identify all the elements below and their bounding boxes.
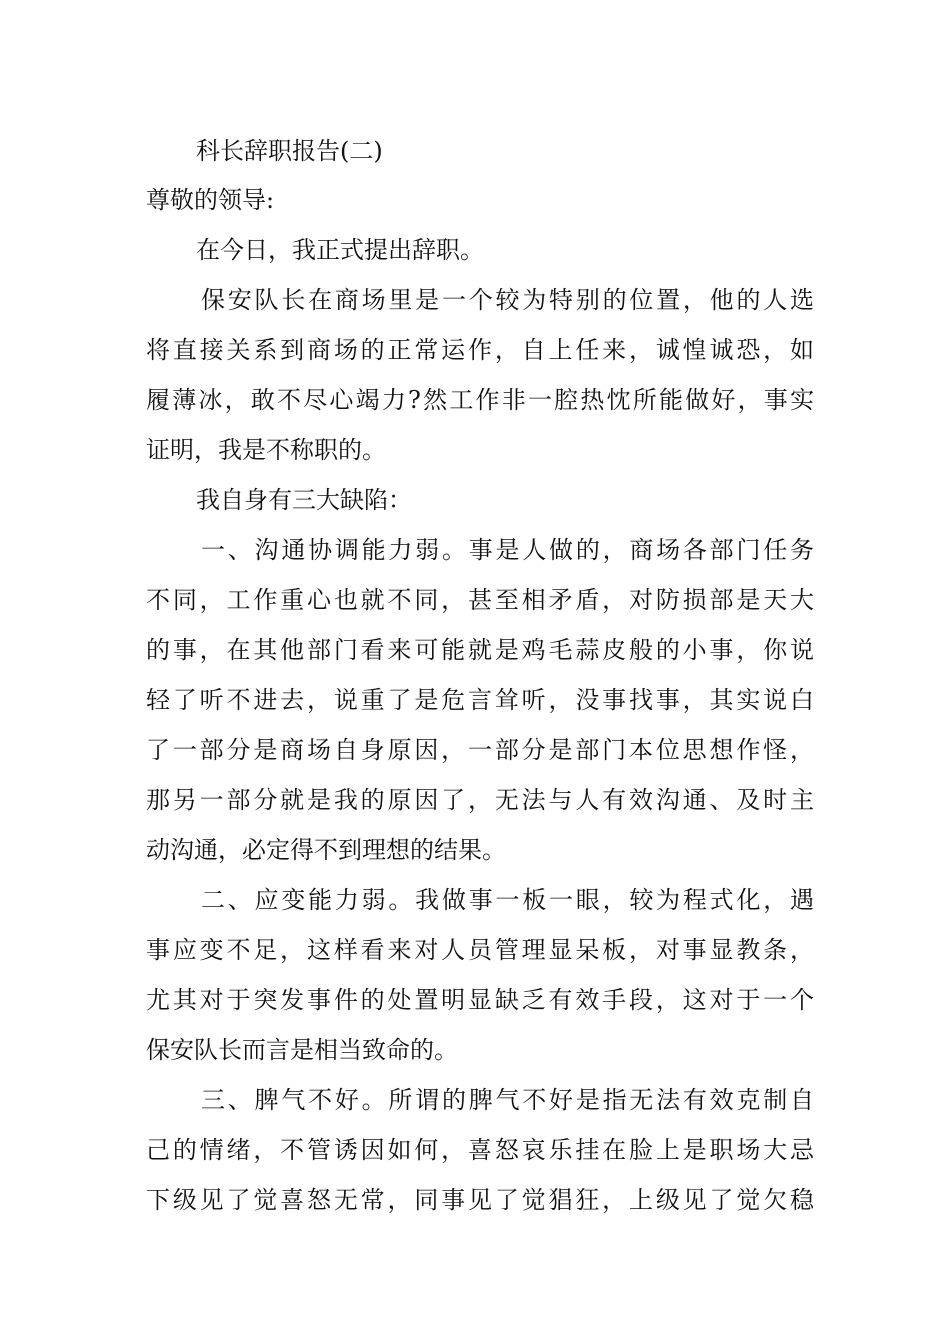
text-line: 尤其对于突发事件的处置明显缺乏有效手段，这对于一个 [146,986,814,1014]
text-line: 不同，工作重心也就不同，甚至相矛盾，对防损部是天大 [146,586,814,614]
text-line: 三、脾气不好。所谓的脾气不好是指无法有效克制自 [201,1086,814,1114]
text-line: 保安队长而言是相当致命的。 [146,1036,458,1064]
salutation: 尊敬的领导: [146,186,275,214]
text-line: 履薄冰，敢不尽心竭力?然工作非一腔热忱所能做好，事实 [146,386,814,414]
text-line: 一、沟通协调能力弱。事是人做的，商场各部门任务 [201,536,814,564]
text-line: 将直接关系到商场的正常运作，自上任来，诚惶诚恐，如 [146,336,814,364]
document-title: 科长辞职报告(二) [196,137,383,165]
text-line: 了一部分是商场自身原因，一部分是部门本位思想作怪， [146,736,814,764]
text-line: 事应变不足，这样看来对人员管理显呆板，对事显教条， [146,936,814,964]
text-line: 二、应变能力弱。我做事一板一眼，较为程式化，遇 [201,886,814,914]
text-line: 我自身有三大缺陷： [196,486,412,514]
text-line: 证明，我是不称职的。 [146,436,386,464]
text-line: 保安队长在商场里是一个较为特别的位置，他的人选 [201,286,814,314]
text-line: 动沟通，必定得不到理想的结果。 [146,836,506,864]
text-line: 那另一部分就是我的原因了，无法与人有效沟通、及时主 [146,786,814,814]
text-line: 在今日，我正式提出辞职。 [196,236,484,264]
text-line: 己的情绪，不管诱因如何，喜怒哀乐挂在脸上是职场大忌 [146,1136,814,1164]
text-line: 轻了听不进去，说重了是危言耸听，没事找事，其实说白 [146,686,814,714]
text-line: 的事，在其他部门看来可能就是鸡毛蒜皮般的小事，你说 [146,636,814,664]
text-line: 下级见了觉喜怒无常，同事见了觉猖狂，上级见了觉欠稳 [146,1186,814,1214]
